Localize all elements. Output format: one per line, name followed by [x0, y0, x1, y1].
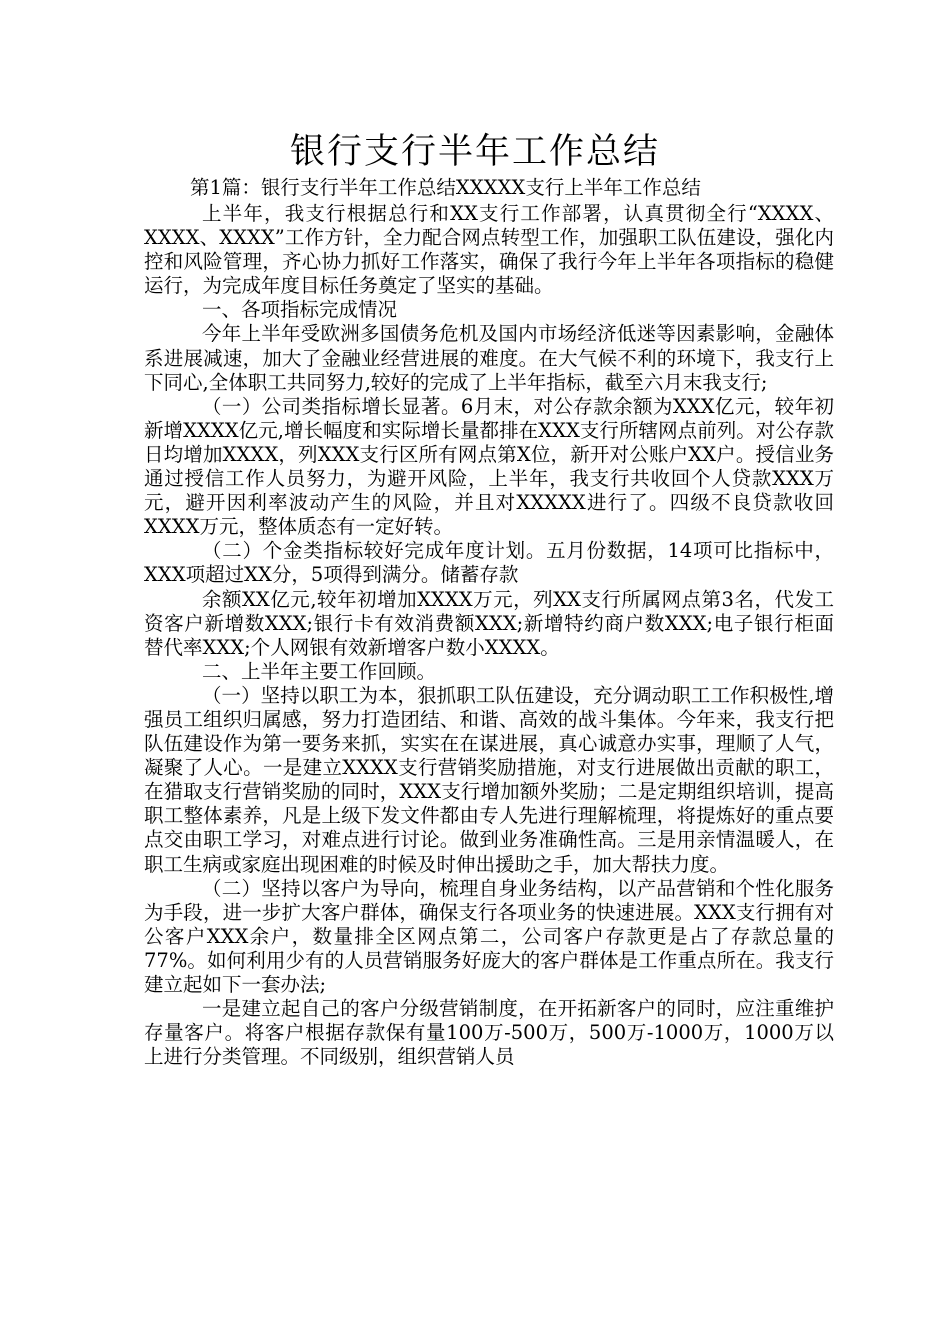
section-heading-2: 二、上半年主要工作回顾。 [202, 659, 437, 683]
document-body [144, 202, 834, 1069]
section-heading-1: 一、各项指标完成情况 [202, 298, 398, 322]
paragraph-overview: 今年上半年受欧洲多国债务危机及国内市场经济低迷等因素影响，金融体系进展减速，加大了金融业经营进展的难度。在大气候不利的环境下，我支行上下同心,全体职工共同努力,较好的完成了上半年指标，截至六月末我支行; [144, 322, 834, 394]
document-subtitle: 第1篇：银行支行半年工作总结XXXXX支行上半年工作总结 [190, 176, 701, 199]
paragraph-corporate-metrics: （一）公司类指标增长显著。6月末，对公存款余额为XXX亿元，较年初新增XXXX亿元,增长幅度和实际增长量都排在XXX支行所辖网点前列。对公存款日均增加XXXX，列XXX支行区所有网点第X位，新开对公账户XX户。授信业务通过授信工作人员努力，为避开风险，上半年，我支行共收回个人贷款XXX万元，避开因利率波动产生的风险，并且对XXXXX进行了。四级不良贷款收回XXXX万元，整体质态有一定好转。 [144, 394, 834, 539]
paragraph-personal-metrics: （二）个金类指标较好完成年度计划。五月份数据，14项可比指标中，XXX项超过XX分，5项得到满分。储蓄存款 [144, 539, 834, 587]
paragraph-savings-balance: 余额XX亿元,较年初增加XXXX万元，列XX支行所属网点第3名，代发工资客户新增数XXX;银行卡有效消费额XXX;新增特约商户数XXX;电子银行柜面替代率XXX;个人网银有效新增客户数小XXXX。 [144, 587, 834, 659]
paragraph-intro: 上半年，我支行根据总行和XX支行工作部署，认真贯彻全行“XXXX、XXXX、XXXX”工作方针，全力配合网点转型工作，加强职工队伍建设，强化内控和风险管理，齐心协力抓好工作落实，确保了我行今年上半年各项指标的稳健运行，为完成年度目标任务奠定了坚实的基础。 [144, 202, 834, 298]
paragraph-customer-tiering: 一是建立起自己的客户分级营销制度，在开拓新客户的同时，应注重维护存量客户。将客户根据存款保有量100万-500万，500万-1000万，1000万以上进行分类管理。不同级别，组织营销人员 [144, 997, 834, 1069]
paragraph-staff-building: （一）坚持以职工为本，狠抓职工队伍建设，充分调动职工工作积极性,增强员工组织归属感，努力打造团结、和谐、高效的战斗集体。今年来，我支行把队伍建设作为第一要务来抓，实实在在谋进展，真心诚意办实事，理顺了人气，凝聚了人心。一是建立XXXX支行营销奖励措施，对支行进展做出贡献的职工，在猎取支行营销奖励的同时，XXX支行增加额外奖励；二是定期组织培训，提高职工整体素养，凡是上级下发文件都由专人先进行理解梳理，将提炼好的重点要点交由职工学习，对难点进行讨论。做到业务准确性高。三是用亲情温暖人，在职工生病或家庭出现困难的时候及时伸出援助之手，加大帮扶力度。 [144, 683, 834, 876]
paragraph-customer-orientation: （二）坚持以客户为导向，梳理自身业务结构，以产品营销和个性化服务为手段，进一步扩大客户群体，确保支行各项业务的快速进展。XXX支行拥有对公客户XXX余户，数量排全区网点第二，公司客户存款更是占了存款总量的77%。如何利用少有的人员营销服务好庞大的客户群体是工作重点所在。我支行建立起如下一套办法; [144, 876, 834, 996]
document-title: 银行支行半年工作总结 [289, 132, 660, 172]
